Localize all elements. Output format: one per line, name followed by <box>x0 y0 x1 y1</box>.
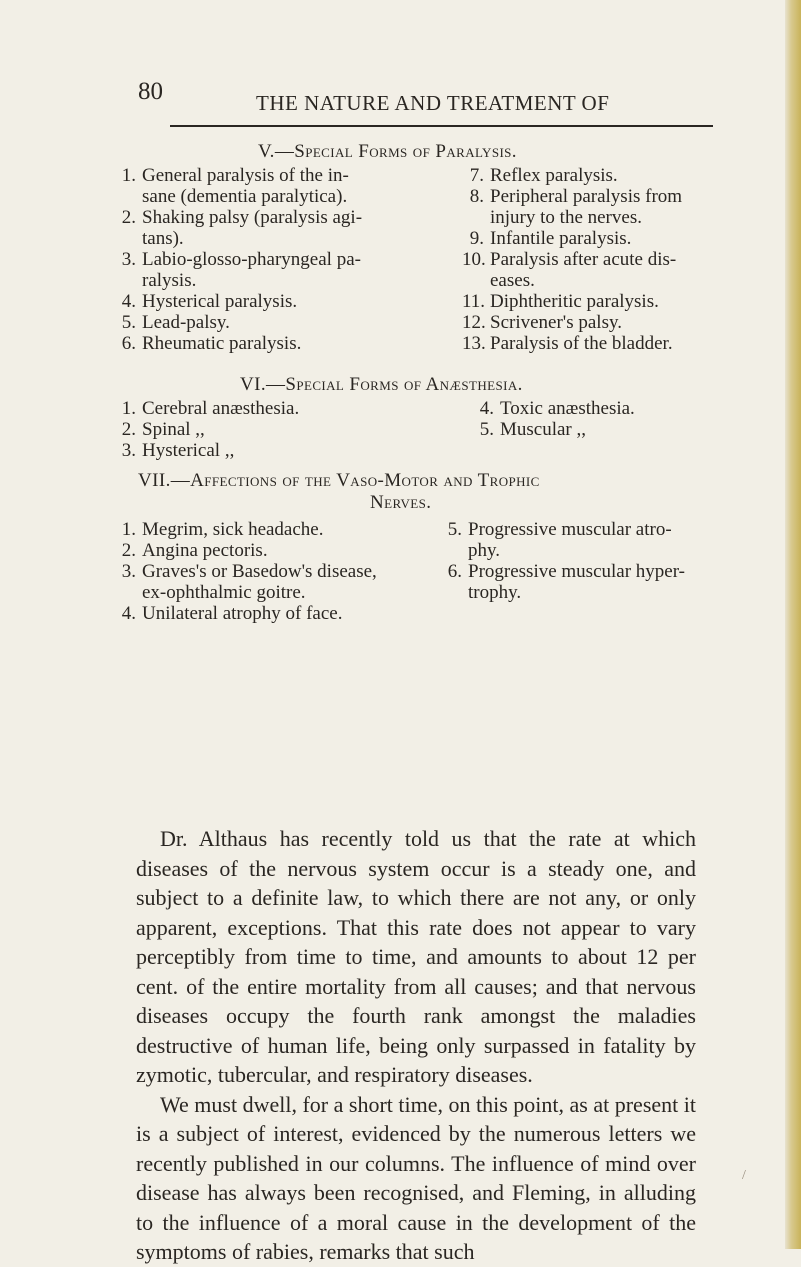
list-item-number: 10. <box>462 249 486 270</box>
list-item <box>462 333 722 354</box>
list-item <box>462 291 722 312</box>
section-vii-title <box>138 470 540 492</box>
list-item-continuation: ralysis. <box>142 270 197 291</box>
section-v-title <box>258 141 517 163</box>
list-item-text: Hysterical paralysis. <box>142 291 298 312</box>
list-item-continuation: sane (dementia paralytica). <box>142 186 348 207</box>
list-item-number: 13. <box>462 333 486 354</box>
list-item-text: Spinal ,, <box>142 419 205 440</box>
list-item-number: 1. <box>121 165 136 186</box>
list-item-continuation: injury to the nerves. <box>490 207 642 228</box>
section-vi-title <box>240 374 523 396</box>
list-item-number: 3. <box>121 440 136 461</box>
list-item-continuation: eases. <box>490 270 535 291</box>
section-vi-right-list <box>472 398 702 440</box>
section-vii-title-text-line2: Nerves. <box>370 492 432 513</box>
list-item-text: Shaking palsy (paralysis agi- <box>142 207 363 228</box>
list-item <box>114 291 464 312</box>
list-item <box>114 419 444 440</box>
list-item-text: Labio-glosso-pharyngeal pa- <box>142 249 361 270</box>
list-item <box>440 561 720 582</box>
section-v-left-list <box>114 165 464 354</box>
list-item-number: 8. <box>469 186 484 207</box>
list-item-number: 5. <box>447 519 462 540</box>
list-item-number: 1. <box>121 519 136 540</box>
list-item <box>114 207 464 228</box>
list-item-number: 3. <box>121 561 136 582</box>
list-item-text: Progressive muscular atro- <box>468 519 672 540</box>
list-item-number: 5. <box>121 312 136 333</box>
list-item-text: General paralysis of the in- <box>142 165 349 186</box>
list-item-text: Reflex paralysis. <box>490 165 618 186</box>
list-item-number: 5. <box>479 419 494 440</box>
list-item-text: Paralysis of the bladder. <box>490 333 673 354</box>
list-item-number: 4. <box>121 291 136 312</box>
section-vii-left-list <box>114 519 454 624</box>
running-header: THE NATURE AND TREATMENT OF <box>256 91 610 115</box>
list-item-number: 11. <box>462 291 486 312</box>
list-item-number: 9. <box>469 228 484 249</box>
list-item-text: Progressive muscular hyper- <box>468 561 686 582</box>
list-item-text: Diphtheritic paralysis. <box>490 291 659 312</box>
list-item-number: 1. <box>121 398 136 419</box>
list-item-text: Cerebral anæsthesia. <box>142 398 300 419</box>
list-item <box>462 186 722 207</box>
list-item <box>462 312 722 333</box>
list-item-text: Lead-palsy. <box>142 312 230 333</box>
section-vi-left-list <box>114 398 444 461</box>
page-number: 80 <box>138 78 163 105</box>
list-item-text: Toxic anæsthesia. <box>500 398 635 419</box>
list-item-text: Peripheral paralysis from <box>490 186 683 207</box>
list-item <box>114 440 444 461</box>
list-item-text: Rheumatic paralysis. <box>142 333 302 354</box>
list-item-text: Megrim, sick headache. <box>142 519 324 540</box>
list-item-number: 12. <box>462 312 486 333</box>
list-item-number: 6. <box>447 561 462 582</box>
section-vi-title-text: VI.—Special Forms of Anæsthesia. <box>240 374 523 395</box>
list-item-number: 2. <box>121 419 136 440</box>
list-item-text: Graves's or Basedow's disease, <box>142 561 377 582</box>
section-vii-title-text-line1: VII.—Affections of the Vaso-Motor and Trophic <box>138 470 540 491</box>
header-rule <box>170 125 713 127</box>
list-item <box>114 165 464 186</box>
list-item <box>462 165 722 186</box>
stray-mark: / <box>742 1168 746 1183</box>
list-item-number: 2. <box>121 207 136 228</box>
body-paragraph-2: We must dwell, for a short time, on this point, as at present it is a subject of interest, evidenced by the numerous letters we recently published in our columns. The influence of mind over disease has always been recognised, and Fleming, in alluding to the influence of a moral cause in the development of the symptoms of rabies, remarks that such <box>136 1091 696 1264</box>
list-item-number: 3. <box>121 249 136 270</box>
section-v-title-text: V.—Special Forms of Paralysis. <box>258 141 517 162</box>
list-item-number: 4. <box>479 398 494 419</box>
section-vii-right-list <box>440 519 720 603</box>
list-item <box>114 249 464 270</box>
body-paragraph-1: Dr. Althaus has recently told us that the rate at which diseases of the nervous system occur is a steady one, and subject to a definite law, to which there are not any, or only apparent, exceptions. That this rate does not appear to vary perceptibly from time to time, and amounts to about 12 per cent. of the entire mortality from all causes; and that nervous diseases occupy the fourth rank amongst the maladies destructive of human life, being only surpassed in fatality by zymotic, tubercular, and respiratory diseases. <box>136 826 696 1087</box>
list-item <box>114 312 464 333</box>
list-item-number: 2. <box>121 540 136 561</box>
body-text <box>136 824 696 1267</box>
list-item-number: 4. <box>121 603 136 624</box>
list-item <box>462 249 722 270</box>
list-item-text: Unilateral atrophy of face. <box>142 603 343 624</box>
list-item <box>462 228 722 249</box>
list-item <box>114 519 454 540</box>
page-edge-shadow <box>785 0 801 1249</box>
list-item <box>114 333 464 354</box>
list-item <box>472 419 702 440</box>
list-item <box>114 603 454 624</box>
list-item-text: Hysterical ,, <box>142 440 235 461</box>
list-item <box>440 519 720 540</box>
list-item <box>472 398 702 419</box>
list-item <box>114 398 444 419</box>
list-item-continuation: tans). <box>142 228 184 249</box>
list-item-number: 7. <box>469 165 484 186</box>
list-item-continuation: ex-ophthalmic goitre. <box>142 582 306 603</box>
list-item <box>114 561 454 582</box>
list-item-text: Paralysis after acute dis- <box>490 249 677 270</box>
list-item-text: Muscular ,, <box>500 419 587 440</box>
list-item-continuation: trophy. <box>468 582 522 603</box>
list-item-number: 6. <box>121 333 136 354</box>
list-item-continuation: phy. <box>468 540 501 561</box>
list-item-text: Angina pectoris. <box>142 540 268 561</box>
section-v-right-list <box>462 165 722 354</box>
list-item-text: Scrivener's palsy. <box>490 312 622 333</box>
list-item-text: Infantile paralysis. <box>490 228 632 249</box>
list-item <box>114 540 454 561</box>
section-vii-title-line2 <box>370 492 431 514</box>
